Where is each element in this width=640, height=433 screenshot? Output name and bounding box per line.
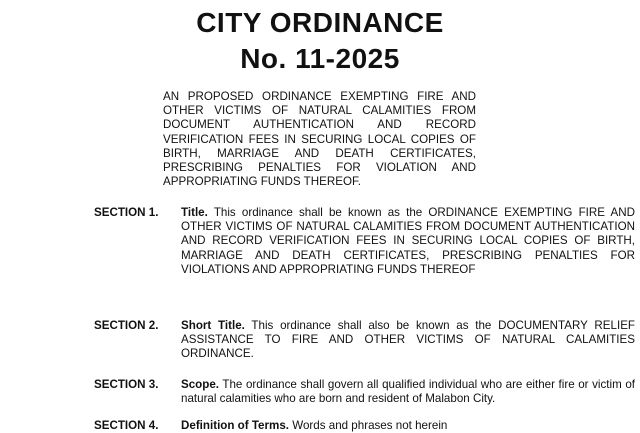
section-body: Words and phrases not herein bbox=[292, 419, 448, 432]
section-label: SECTION 4. bbox=[94, 419, 159, 432]
section-body: This ordinance shall also be known as the DOCUMENTARY RELIEF ASSISTANCE TO FIRE AND OTHER VICTIMS OF NATURAL CALAMITIES ORDINANCE. bbox=[181, 319, 636, 361]
section-heading: Title. bbox=[181, 206, 208, 219]
section-label: SECTION 2. bbox=[94, 319, 159, 332]
section-text bbox=[181, 319, 635, 362]
section-text bbox=[181, 206, 635, 277]
section-body: This ordinance shall be known as the ORDINANCE EXEMPTING FIRE AND OTHER VICTIMS OF NATURAL CALAMITIES FROM DOCUMENT AUTHENTICATION AND RECORD VERIFICATION FEES IN SECURING LOCAL COPIES OF BIRTH, MARRIAGE AND DEATH CERTIFICATES, PRESCRIBING PENALTIES FOR VIOLATIONS AND APPROPRIATING FUNDS THEREOF bbox=[181, 206, 636, 276]
section-heading: Short Title. bbox=[181, 319, 245, 332]
section-text bbox=[181, 378, 635, 406]
section-body: The ordinance shall govern all qualified individual who are either fire or victim of natural calamities who are born and resident of Malabon City. bbox=[181, 378, 635, 406]
section-label: SECTION 3. bbox=[94, 378, 159, 391]
section-text bbox=[181, 419, 635, 433]
section-label: SECTION 1. bbox=[94, 206, 159, 219]
ordinance-intro: AN PROPOSED ORDINANCE EXEMPTING FIRE AND OTHER VICTIMS OF NATURAL CALAMITIES FROM DOCUMENT AUTHENTICATION AND RECORD VERIFICATION FEES IN SECURING LOCAL COPIES OF BIRTH, MARRIAGE AND DEATH CERTIFICATES, PRESCRIBING PENALTIES FOR VIOLATION AND APPROPRIATING FUNDS THEREOF. bbox=[163, 90, 476, 189]
document-title: CITY ORDINANCE bbox=[196, 7, 444, 38]
section-heading: Definition of Terms. bbox=[181, 419, 289, 432]
section-heading: Scope. bbox=[181, 378, 220, 391]
ordinance-number: No. 11-2025 bbox=[240, 43, 400, 74]
